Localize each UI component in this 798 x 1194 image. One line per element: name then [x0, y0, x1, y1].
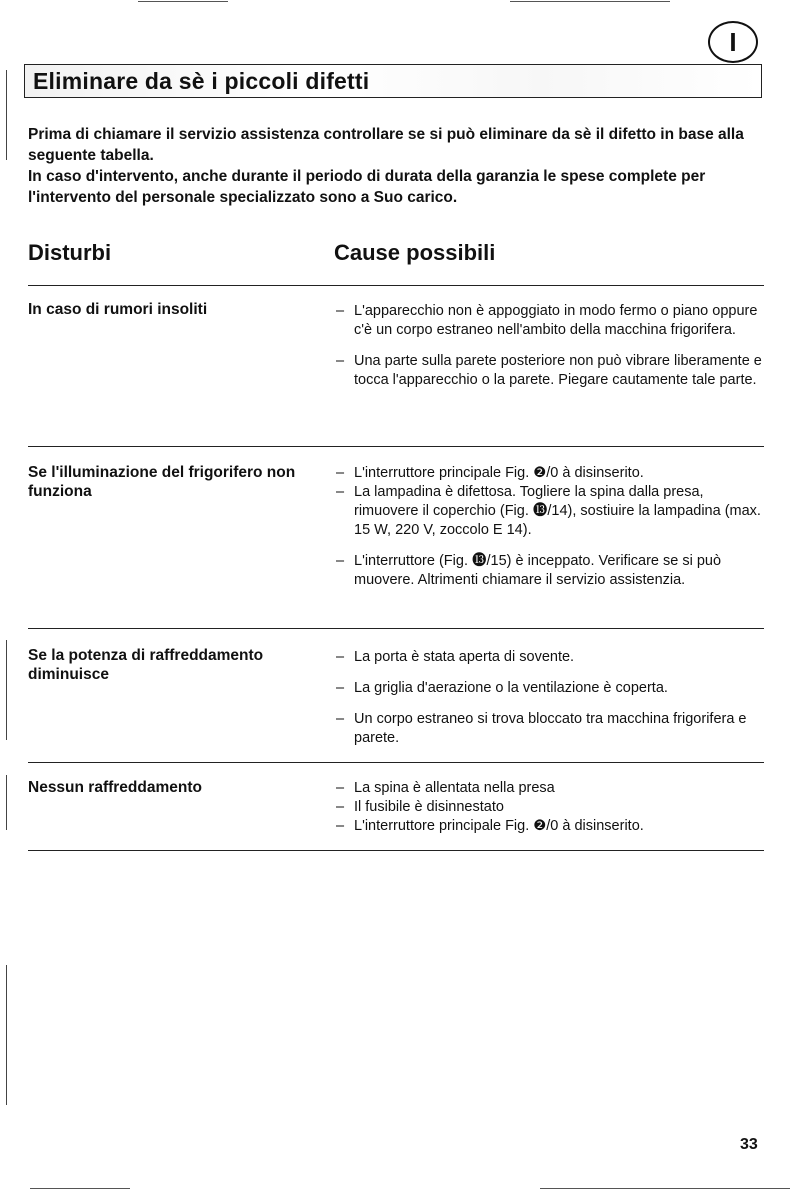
table-rule: [28, 446, 764, 447]
cause-item: – La porta è stata aperta di sovente.: [336, 648, 766, 667]
column-heading-problems: Disturbi: [28, 240, 112, 265]
causes-list: [336, 779, 766, 836]
causes-list: [336, 302, 766, 390]
problem-label: Nessun raffreddamento: [28, 779, 202, 796]
scan-line-bottom: [30, 1188, 130, 1189]
table-rule: [28, 628, 764, 629]
table-rule: [28, 285, 764, 286]
column-heading-causes: Cause possibili: [334, 240, 496, 265]
causes-list: [336, 648, 766, 748]
scan-line-bottom: [540, 1188, 790, 1189]
problem-label: Se l'illuminazione del frigorifero non funziona: [28, 464, 296, 500]
cause-item: – L'interruttore (Fig. ⓭/15) è inceppato. Verificare se si può muovere. Altrimenti chiamare il servizio assistenzia.: [336, 552, 766, 590]
problem-label: Se la potenza di raffreddamento diminuisce: [28, 647, 264, 683]
cause-item: – La lampadina è difettosa. Togliere la spina dalla presa, rimuovere il coperchio (Fig. ⓭/14), sostiuire la lampadina (max. 15 W, 220 V, zoccolo E 14).: [336, 483, 766, 540]
page-title: Eliminare da sè i piccoli difetti: [33, 68, 370, 94]
cause-item: – Un corpo estraneo si trova bloccato tra macchina frigorifera e parete.: [336, 710, 766, 748]
margin-mark: [6, 640, 7, 740]
cause-item: – L'interruttore principale Fig. ❷/0 à disinserito.: [336, 464, 766, 483]
table-rule: [28, 762, 764, 763]
cause-item: – L'interruttore principale Fig. ❷/0 à disinserito.: [336, 817, 766, 836]
cause-item: – La griglia d'aerazione o la ventilazione è coperta.: [336, 679, 766, 698]
intro-text: [28, 124, 748, 208]
causes-list: [336, 464, 766, 590]
cause-item: – Una parte sulla parete posteriore non può vibrare liberamente e tocca l'apparecchio o la parete. Piegare cautamente tale parte.: [336, 352, 766, 390]
margin-mark: [6, 775, 7, 830]
cause-item: – L'apparecchio non è appoggiato in modo fermo o piano oppure c'è un corpo estraneo nell'ambito della macchina frigorifera.: [336, 302, 766, 340]
scan-line-top: [510, 1, 670, 2]
margin-mark: [6, 70, 7, 160]
scan-line-top: [138, 1, 228, 2]
title-box: [24, 64, 762, 98]
language-badge: [708, 21, 758, 63]
table-rule: [28, 850, 764, 851]
problem-label: In caso di rumori insoliti: [28, 301, 208, 318]
margin-mark: [6, 965, 7, 1105]
cause-item: – Il fusibile è disinnestato: [336, 798, 766, 817]
intro-paragraph: In caso d'intervento, anche durante il periodo di durata della garanzia le spese complete per l'intervento del personale specializzato sono a Suo carico.: [28, 168, 706, 206]
language-badge-label: I: [729, 27, 737, 57]
page-number: 33: [740, 1136, 758, 1153]
cause-item: – La spina è allentata nella presa: [336, 779, 766, 798]
intro-paragraph: Prima di chiamare il servizio assistenza controllare se si può eliminare da sè il difetto in base alla seguente tabella.: [28, 126, 744, 164]
